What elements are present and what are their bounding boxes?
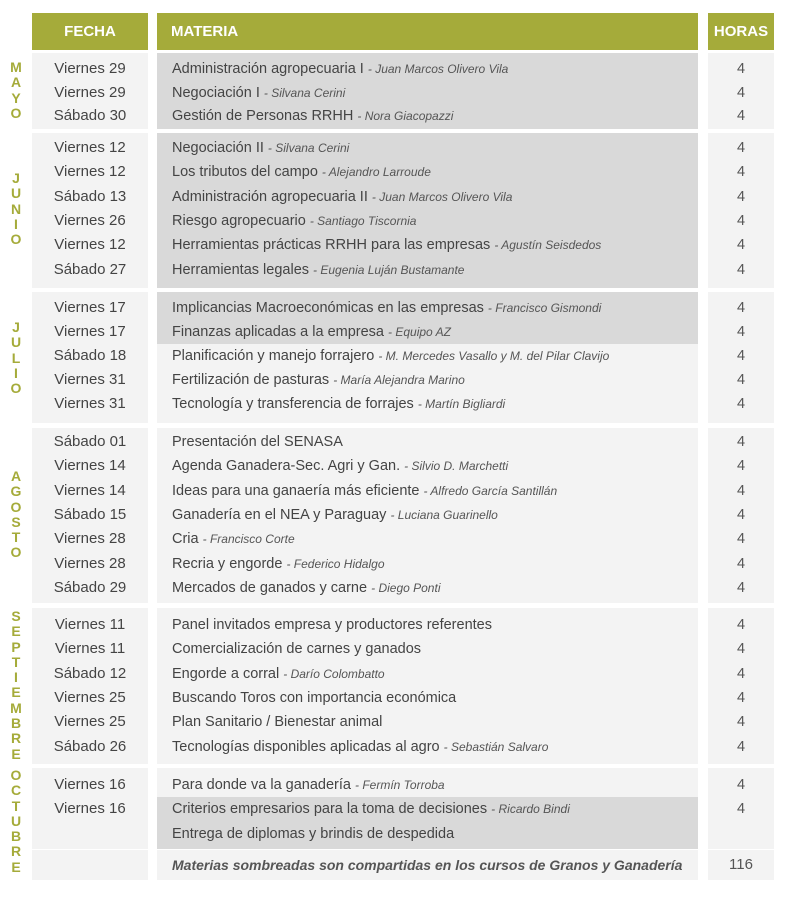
row-hours: 4 [736,348,746,364]
month-letter: P [11,638,21,655]
month-letter: Y [11,89,21,106]
table-row [0,160,800,184]
table-row [0,296,800,320]
row-date: Viernes 28 [54,530,126,547]
row-hours: 4 [736,483,746,499]
row-date: Viernes 29 [54,60,126,77]
footer-date-cell [32,850,148,880]
row-subject [172,637,697,661]
subject-professor: - Sebastián Salvaro [443,740,549,754]
row-date: Sábado 30 [53,107,127,124]
subject-professor: - Equipo AZ [388,325,451,339]
row-subject [172,136,697,160]
table-row [0,576,800,600]
subject-title: Administración agropecuaria I [172,61,364,77]
subject-title: Herramientas legales [172,262,310,278]
row-hours: 4 [736,189,746,205]
row-subject [172,296,697,320]
month-letter: A [10,468,22,484]
subject-title: Cria [172,531,199,547]
row-subject [172,613,697,637]
subject-title: Ideas para una ganaería más eficiente [172,483,420,499]
month-letter: R [10,843,22,860]
table-row [0,57,800,81]
month-letter: O [10,544,22,561]
month-letter: C [10,782,22,799]
subject-professor: - Alejandro Larroude [321,165,431,179]
table-row [0,454,800,478]
header-materia [157,13,698,50]
table-row [0,320,800,344]
subject-professor: - Luciana Guarinello [390,508,498,522]
row-date: Viernes 11 [54,640,126,657]
table-row [0,136,800,160]
row-hours: 4 [736,531,746,547]
table-row [0,258,800,282]
row-hours: 4 [736,372,746,388]
subject-title: Presentación del SENASA [172,434,343,450]
row-hours: 4 [736,556,746,572]
table-row [0,392,800,416]
table-row [0,479,800,503]
row-hours: 4 [736,434,746,450]
row-date: Viernes 31 [54,371,126,388]
row-subject [172,662,697,686]
month-letter: L [11,349,21,366]
row-subject [172,576,697,600]
subject-title: Riesgo agropecuario [172,213,306,229]
header-fecha-label: FECHA [64,23,116,40]
month-letter: O [10,380,22,397]
row-date: Viernes 31 [54,395,126,412]
row-subject [172,81,697,105]
month-letter: E [11,623,21,640]
month-letter: S [11,513,21,530]
subject-professor: - Silvana Cerini [263,86,346,100]
row-date: Viernes 29 [54,84,126,101]
table-row [0,233,800,257]
month-letter: E [11,745,21,762]
subject-title: Para donde va la ganadería [172,777,351,793]
row-hours: 4 [736,739,746,755]
row-subject [172,320,697,344]
row-date: Viernes 16 [54,800,126,817]
row-hours: 4 [736,140,746,156]
month-letter: I [14,669,18,686]
row-subject [172,344,697,368]
row-hours: 4 [736,617,746,633]
row-hours: 4 [736,690,746,706]
row-subject [172,479,697,503]
row-subject [172,503,697,527]
row-date: Viernes 26 [54,212,126,229]
row-date: Sábado 12 [53,665,127,682]
month-letter: E [11,684,21,701]
subject-title: Buscando Toros con importancia económica [172,690,457,706]
table-row [0,344,800,368]
row-date: Viernes 11 [54,616,126,633]
subject-professor: - Diego Ponti [371,581,441,595]
row-subject [172,710,697,734]
subject-title: Finanzas aplicadas a la empresa [172,324,384,340]
month-letter: G [10,483,22,500]
header-horas [708,13,774,50]
subject-title: Recria y engorde [172,556,283,572]
table-row [0,613,800,640]
subject-title: Los tributos del campo [172,164,318,180]
month-letter: T [11,529,21,546]
row-date: Viernes 17 [54,299,126,316]
month-letter: J [12,319,20,335]
row-subject [172,735,697,759]
row-date: Viernes 12 [54,236,126,253]
row-hours: 4 [736,396,746,412]
subject-professor: - Santiago Tiscornia [309,214,417,228]
month-letter: T [11,653,21,670]
table-row [0,822,800,846]
row-subject [172,57,697,81]
table-row [0,552,800,576]
subject-title: Implicancias Macroeconómicas en las empresas [172,300,484,316]
subject-title: Comercialización de carnes y ganados [172,641,422,657]
subject-professor: - Darío Colombatto [283,667,385,681]
row-date: Viernes 28 [54,555,126,572]
table-row [0,364,800,392]
row-date: Viernes 16 [54,776,126,793]
row-hours: 4 [736,801,746,817]
subject-title: Agenda Ganadera-Sec. Agri y Gan. [172,458,401,474]
month-letter: I [14,215,18,232]
table-row [0,527,800,551]
row-hours: 4 [736,777,746,793]
subject-title: Criterios empresarios para la toma de decisiones [172,801,488,817]
row-hours: 4 [736,108,746,124]
month-letter: T [11,797,21,814]
row-subject [172,686,697,710]
subject-professor: - Silvana Cerini [267,141,350,155]
row-date: Sábado 13 [53,188,127,205]
row-hours: 4 [736,61,746,77]
row-date: Viernes 14 [54,457,126,474]
month-letter: B [10,828,22,845]
table-row [0,185,800,209]
table-row [0,686,800,710]
footer-note: Materias sombreadas son compartidas en los cursos de Granos y Ganadería [172,857,683,873]
header-fecha [32,13,148,50]
row-subject [172,430,697,454]
row-subject [172,552,697,576]
row-hours: 4 [736,580,746,596]
month-letter: N [10,200,22,217]
subject-title: Ganadería en el NEA y Paraguay [172,507,387,523]
subject-title: Fertilización de pasturas [172,372,330,388]
subject-professor: - Francisco Gismondi [487,301,602,315]
subject-professor: - Ricardo Bindi [491,802,570,816]
month-letter: A [10,74,22,91]
row-subject [172,104,697,128]
header-horas-label: HORAS [713,23,769,40]
row-subject [172,368,697,392]
subject-title: Panel invitados empresa y productores referentes [172,617,492,633]
month-letter: J [12,170,20,186]
row-date: Sábado 27 [53,261,127,278]
row-date: Sábado 26 [53,738,127,755]
month-letter: I [14,364,18,381]
row-date: Sábado 15 [53,506,127,523]
month-letter: R [10,730,22,747]
row-hours: 4 [736,714,746,730]
subject-professor: - Federico Hidalgo [286,557,385,571]
row-subject [172,185,697,209]
table-row [0,503,800,527]
subject-professor: - María Alejandra Marino [333,373,465,387]
month-letter: O [10,767,22,783]
row-date: Sábado 29 [53,579,127,596]
subject-professor: - Alfredo García Santillán [423,484,558,498]
row-hours: 4 [736,666,746,682]
table-row [0,662,800,686]
row-date: Viernes 14 [54,482,126,499]
row-subject [172,797,697,821]
month-letter: U [10,334,22,351]
row-hours: 4 [736,164,746,180]
row-subject [172,454,697,478]
subject-professor: - Fermín Torroba [355,778,445,792]
subject-title: Herramientas prácticas RRHH para las empresas [172,237,491,253]
month-letter: O [10,498,22,515]
subject-title: Negociación I [172,85,260,101]
subject-professor: - Juan Marcos Olivero Vila [371,190,513,204]
subject-professor: - Francisco Corte [202,532,295,546]
table-row [0,797,800,821]
row-hours: 4 [736,300,746,316]
subject-title: Engorde a corral [172,666,280,682]
table-row [0,773,800,797]
subject-title: Plan Sanitario / Bienestar animal [172,714,383,730]
row-subject [172,233,697,257]
row-subject [172,392,697,416]
subject-title: Entrega de diplomas y brindis de despedida [172,826,455,842]
row-subject [172,258,697,282]
row-subject [172,822,697,846]
row-hours: 4 [736,458,746,474]
row-subject [172,773,697,797]
row-date: Sábado 18 [53,347,127,364]
table-row [0,430,800,454]
month-letter: O [10,104,22,121]
row-date: Viernes 25 [54,689,126,706]
subject-title: Administración agropecuaria II [172,189,368,205]
footer-total: 116 [729,856,753,873]
subject-professor: - Juan Marcos Olivero Vila [367,62,509,76]
row-date: Viernes 17 [54,323,126,340]
table-row [0,81,800,105]
subject-title: Tecnologías disponibles aplicadas al agro [172,739,440,755]
row-date: Viernes 25 [54,713,126,730]
month-letter: B [10,715,22,732]
row-hours: 4 [736,213,746,229]
month-letter: M [10,699,22,716]
row-date: Viernes 12 [54,139,126,156]
subject-title: Gestión de Personas RRHH [172,108,354,124]
month-letter: M [10,59,22,75]
month-letter: O [10,231,22,248]
subject-title: Negociación II [172,140,264,156]
subject-professor: - Agustín Seisdedos [494,238,602,252]
subject-professor: - Eugenia Luján Bustamante [313,263,465,277]
row-hours: 4 [736,237,746,253]
row-subject [172,209,697,233]
subject-professor: - Martín Bigliardi [417,397,506,411]
table-row [0,735,800,759]
row-hours: 4 [736,262,746,278]
month-letter: S [11,608,21,624]
row-hours: 4 [736,507,746,523]
row-subject [172,527,697,551]
subject-title: Planificación y manejo forrajero [172,348,375,364]
table-row [0,710,800,734]
subject-title: Tecnología y transferencia de forrajes [172,396,414,412]
month-letter: U [10,185,22,202]
row-date: Sábado 01 [53,433,127,450]
row-hours: 4 [736,85,746,101]
row-subject [172,160,697,184]
table-row [0,637,800,661]
row-hours: 4 [736,324,746,340]
row-date: Viernes 12 [54,163,126,180]
month-letter: U [10,812,22,829]
subject-title: Mercados de ganados y carne [172,580,368,596]
header-materia-label: MATERIA [171,23,239,40]
row-hours: 4 [736,641,746,657]
table-row [0,209,800,233]
month-letter: E [11,858,21,875]
subject-professor: - Silvio D. Marchetti [404,459,509,473]
table-row [0,104,800,128]
subject-professor: - Nora Giacopazzi [357,109,454,123]
subject-professor: - M. Mercedes Vasallo y M. del Pilar Clavijo [378,349,610,363]
